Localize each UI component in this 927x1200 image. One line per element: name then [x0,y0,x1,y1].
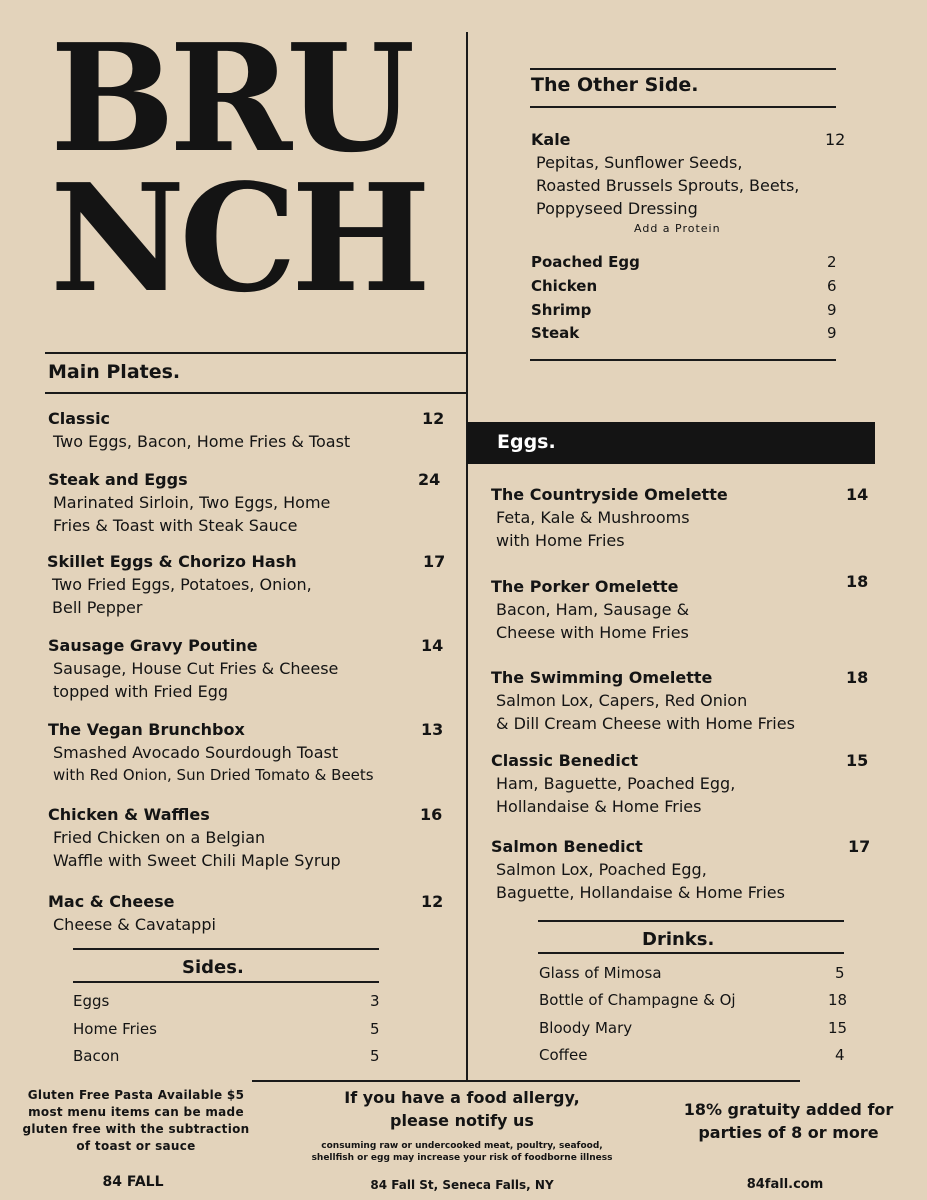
item-desc-line: Two Eggs, Bacon, Home Fries & Toast [53,432,351,451]
item-desc-line: Bacon, Ham, Sausage & [496,600,690,619]
item-name: Salmon Benedict [491,837,643,856]
drinks-top-rule [538,920,844,922]
item-desc-line: Salmon Lox, Poached Egg, [496,860,707,879]
item-desc-line: Two Fried Eggs, Potatoes, Onion, [52,575,312,594]
sides-bottom-rule [73,981,379,983]
other-side-bottom-rule [530,106,836,108]
item-desc-line: Sausage, House Cut Fries & Cheese [53,659,339,678]
side-item [73,992,378,1010]
drink-item [539,1019,848,1037]
main-plates-top-rule [45,352,466,354]
gluten-free-note: Gluten Free Pasta Available $5 most menu items can be made gluten free with the subtraction of toast or sauce [22,1088,250,1153]
item-desc-line: topped with Fried Egg [53,682,229,701]
drink-item [539,964,844,982]
side-item [73,1020,378,1038]
item-desc-line: Hollandaise & Home Fries [496,797,702,816]
item-name: Classic [48,409,111,428]
item-name: The Vegan Brunchbox [48,720,245,739]
drink-name: Bottle of Champagne & Oj [539,991,736,1009]
item-price: 12 [421,892,444,911]
address: 84 Fall St, Seneca Falls, NY [370,1178,554,1192]
item-name: The Countryside Omelette [491,485,728,504]
item-desc-line: Roasted Brussels Sprouts, Beets, [536,176,800,195]
item-name: Sausage Gravy Poutine [48,636,258,655]
gratuity-note: 18% gratuity added for parties of 8 or more [683,1100,894,1142]
item-name: The Porker Omelette [491,577,679,596]
item-name: Kale [531,130,571,149]
protein-item [531,277,836,295]
main-plates-bottom-rule [45,392,466,394]
drinks-title: Drinks. [642,929,715,950]
item-price: 18 [846,668,869,687]
eggs-header-bar [467,422,875,464]
side-price: 3 [370,992,380,1010]
item-name: Chicken & Waffles [48,805,210,824]
protein-name: Shrimp [531,301,592,319]
item-price: 14 [846,485,869,504]
drink-item [539,1046,844,1064]
item-desc-line: with Red Onion, Sun Dried Tomato & Beets [53,766,374,784]
item-price: 14 [421,636,444,655]
item-desc-line: with Home Fries [496,531,625,550]
protein-name: Steak [531,324,580,342]
item-price: 18 [846,572,869,591]
item-desc-line: Cheese & Cavatappi [53,915,216,934]
item-price: 15 [846,751,869,770]
menu-item [48,468,443,537]
item-price: 12 [825,130,846,149]
item-name: Steak and Eggs [48,470,188,489]
drink-price: 4 [835,1046,845,1064]
item-price: 12 [422,409,445,428]
page-title: BRU NCH [50,11,425,325]
item-name: Skillet Eggs & Chorizo Hash [47,552,297,571]
add-protein-note: Add a Protein [634,222,721,235]
allergy-notice: If you have a food allergy, please notify us [344,1088,580,1130]
menu-item [491,572,871,644]
menu-item [47,550,446,619]
menu-item [491,749,871,818]
menu-item [48,407,443,453]
item-desc-line: Cheese with Home Fries [496,623,689,642]
protein-name: Chicken [531,277,598,295]
protein-item [531,253,836,271]
main-plates-title: Main Plates. [48,361,181,383]
eggs-title: Eggs. [497,431,556,453]
item-desc-line: Baguette, Hollandaise & Home Fries [496,883,785,902]
side-price: 5 [370,1047,380,1065]
item-desc-line: Salmon Lox, Capers, Red Onion [496,691,748,710]
other-side-top-rule [530,68,836,70]
item-desc-line: Fries & Toast with Steak Sauce [53,516,298,535]
drinks-bottom-rule [538,952,844,954]
item-price: 17 [848,837,871,856]
sides-title: Sides. [182,957,244,978]
protein-item [531,324,836,342]
center-divider [466,32,468,1080]
menu-item-kale [531,128,846,220]
item-desc-line: Marinated Sirloin, Two Eggs, Home [53,493,331,512]
item-price: 13 [421,720,444,739]
drink-name: Glass of Mimosa [539,964,662,982]
website-link[interactable]: 84fall.com [746,1177,824,1192]
protein-name: Poached Egg [531,253,640,271]
side-item [73,1047,378,1065]
item-desc-line: Feta, Kale & Mushrooms [496,508,690,527]
foodborne-warning: consuming raw or undercooked meat, poultry, seafood, shellfish or egg may increase your risk of foodborne illness [311,1141,613,1163]
protein-item [531,301,836,319]
protein-price: 9 [827,324,837,342]
item-desc-line: Pepitas, Sunflower Seeds, [536,153,743,172]
drink-price: 18 [828,991,848,1009]
other-side-title: The Other Side. [531,74,699,96]
item-price: 16 [420,805,443,824]
item-price: 24 [418,470,441,489]
item-name: Mac & Cheese [48,892,175,911]
item-price: 17 [423,552,446,571]
drink-item [539,991,848,1009]
footer-rule [252,1080,800,1082]
item-desc-line: Smashed Avocado Sourdough Toast [53,743,339,762]
protein-price: 6 [827,277,837,295]
item-desc-line: Bell Pepper [52,598,143,617]
side-price: 5 [370,1020,380,1038]
menu-item [48,634,443,703]
sides-top-rule [73,948,379,950]
menu-item [491,483,871,552]
item-desc-line: Fried Chicken on a Belgian [53,828,266,847]
item-desc-line: Poppyseed Dressing [536,199,698,218]
protein-price: 9 [827,301,837,319]
drink-name: Bloody Mary [539,1019,633,1037]
item-name: Classic Benedict [491,751,638,770]
drink-name: Coffee [539,1046,588,1064]
side-name: Home Fries [73,1020,157,1038]
menu-item [491,666,871,735]
menu-item [48,890,443,936]
item-desc-line: Waffle with Sweet Chili Maple Syrup [53,851,341,870]
drink-price: 15 [828,1019,848,1037]
menu-item [48,803,443,872]
side-name: Eggs [73,992,110,1010]
item-desc-line: & Dill Cream Cheese with Home Fries [496,714,795,733]
drink-price: 5 [835,964,845,982]
side-name: Bacon [73,1047,120,1065]
item-desc-line: Ham, Baguette, Poached Egg, [496,774,736,793]
other-side-end-rule [530,359,836,361]
item-name: The Swimming Omelette [491,668,713,687]
brand-name: 84 FALL [102,1174,164,1190]
protein-price: 2 [827,253,837,271]
menu-item [491,835,871,904]
menu-item [48,718,458,787]
